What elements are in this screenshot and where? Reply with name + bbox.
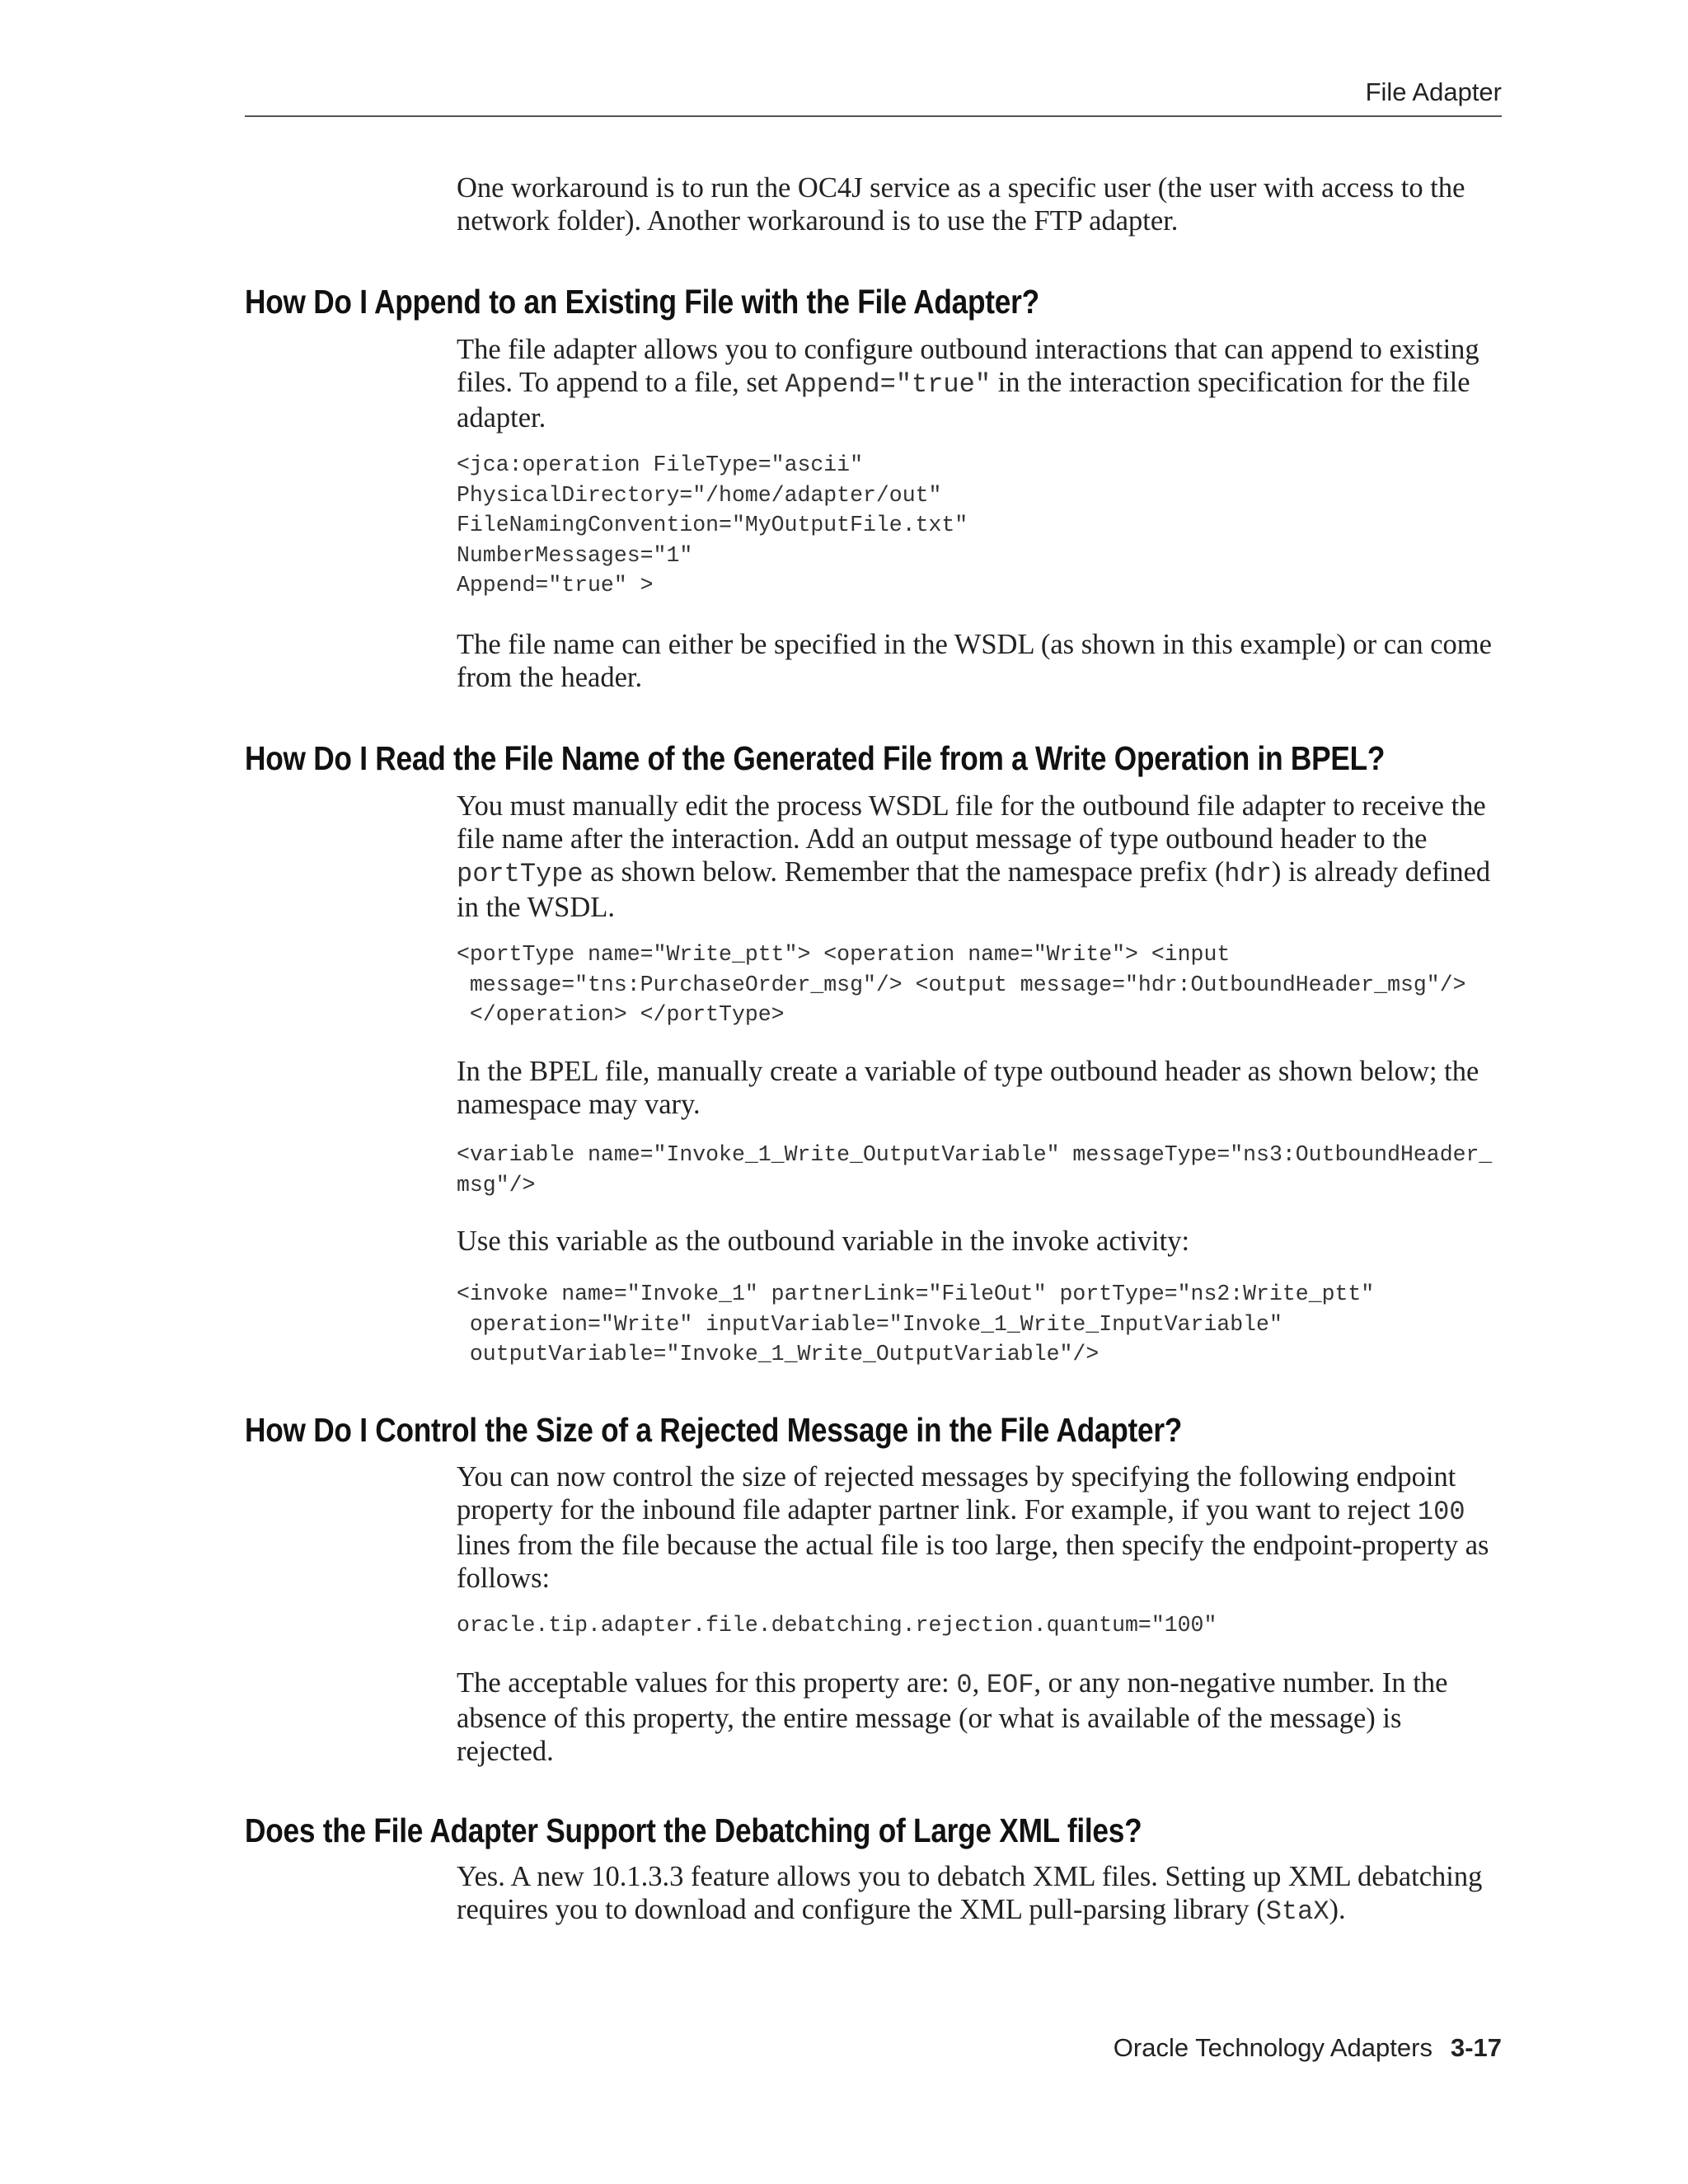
section-heading-debatching: Does the File Adapter Support the Debatching of Large XML files? [245, 1811, 1142, 1849]
section-read-filename-paragraph-1: You must manually edit the process WSDL file for the outbound file adapter to receive the file name after the interaction. Add an output message of type outbound header to the portType as shown below. Remember that the namespace prefix (hdr) is already defined in the WSDL. [457, 790, 1491, 923]
footer-book-title: Oracle Technology Adapters [1113, 2033, 1432, 2062]
page-footer [1114, 2033, 1502, 2063]
code-block-variable: <variable name="Invoke_1_Write_OutputVariable" messageType="ns3:OutboundHeader_ msg"/> [457, 1142, 1493, 1197]
section-debatching-paragraph-1: Yes. A new 10.1.3.3 feature allows you to debatch XML files. Setting up XML debatching requires you to download and configure the XML pull-parsing library (StaX). [457, 1861, 1483, 1927]
code-block-rejection-quantum: oracle.tip.adapter.file.debatching.rejection.quantum="100" [457, 1613, 1217, 1638]
page-number: 3-17 [1450, 2033, 1502, 2062]
running-header [245, 73, 1502, 117]
code-block-append-operation: <jca:operation FileType="ascii" PhysicalDirectory="/home/adapter/out" FileNamingConvention="MyOutputFile.txt" NumberMessages="1" Append="true" > [457, 452, 968, 598]
code-block-porttype: <portType name="Write_ptt"> <operation name="Write"> <input message="tns:PurchaseOrder_msg"/> <output message="hdr:OutboundHeader_msg"/> </operation> </portType> [457, 942, 1466, 1027]
section-rejected-size-paragraph-2: The acceptable values for this property are: 0, EOF, or any non-negative number. In the absence of this property, the entire message (or what is available of the message) is rejected. [457, 1667, 1448, 1767]
section-heading-append: How Do I Append to an Existing File with the File Adapter? [245, 283, 1039, 321]
section-append-paragraph-2: The file name can either be specified in the WSDL (as shown in this example) or can come from the header. [457, 629, 1492, 693]
section-append-paragraph-1: The file adapter allows you to configure outbound interactions that can append to existing files. To append to a file, set Append="true" in the interaction specification for the file adapter. [457, 334, 1479, 434]
running-header-title: File Adapter [1365, 77, 1502, 106]
section-heading-rejected-size: How Do I Control the Size of a Rejected Message in the File Adapter? [245, 1411, 1183, 1449]
section-read-filename-paragraph-2: In the BPEL file, manually create a variable of type outbound header as shown below; the namespace may vary. [457, 1056, 1479, 1120]
section-read-filename-paragraph-3: Use this variable as the outbound variable in the invoke activity: [457, 1226, 1190, 1257]
code-block-invoke: <invoke name="Invoke_1" partnerLink="FileOut" portType="ns2:Write_ptt" operation="Write" inputVariable="Invoke_1_Write_InputVariable" outputVariable="Invoke_1_Write_OutputVariable"/> [457, 1282, 1375, 1366]
section-rejected-size-paragraph-1: You can now control the size of rejected messages by specifying the following endpoint property for the inbound file adapter partner link. For example, if you want to reject 100 lines from the file because the actual file is too large, then specify the endpoint-property as follows: [457, 1461, 1489, 1594]
intro-paragraph: One workaround is to run the OC4J service as a specific user (the user with access to the network folder). Another workaround is to use the FTP adapter. [457, 172, 1465, 237]
section-heading-read-filename: How Do I Read the File Name of the Generated File from a Write Operation in BPEL? [245, 739, 1386, 777]
